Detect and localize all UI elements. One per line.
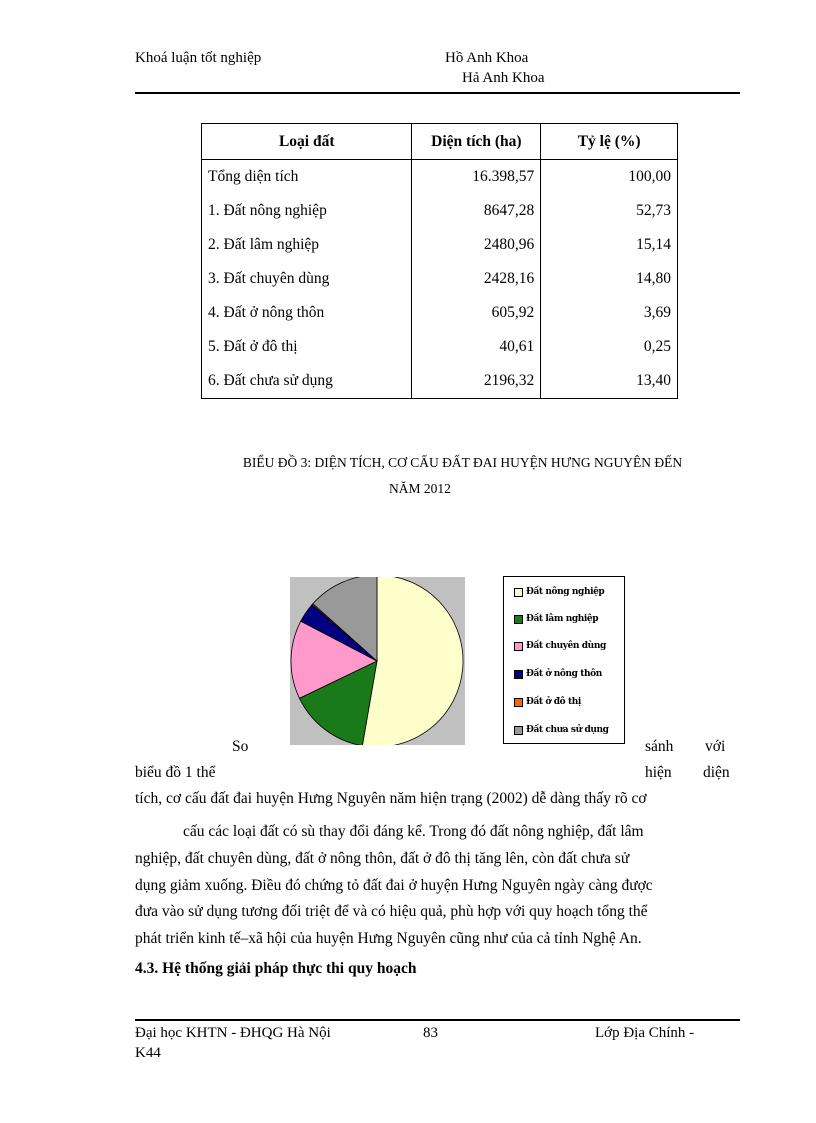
legend-swatch <box>514 588 523 597</box>
col-header-type: Loại đất <box>202 124 412 160</box>
word-so: So <box>232 738 249 755</box>
row-pct: 14,80 <box>541 262 678 296</box>
word-hien: hiện <box>645 764 672 781</box>
legend-swatch <box>514 670 523 679</box>
body-line: phát triển kinh tế–xã hội của huyện Hưng Nguyên cũng như của cả tỉnh Nghệ An. <box>135 930 642 947</box>
row-pct: 13,40 <box>541 364 678 399</box>
legend-label: Đất nông nghiệp <box>526 587 605 597</box>
chart-legend <box>503 576 625 744</box>
row-area: 16.398,57 <box>412 160 541 195</box>
chart-title: BIỂU ĐỒ 3: DIỆN TÍCH, CƠ CẤU ĐẤT ĐAI HUYỆN HƯNG NGUYÊN ĐẾN <box>242 455 683 470</box>
row-name: 5. Đất ở đô thị <box>202 330 412 364</box>
body-line: nghiệp, đất chuyên dùng, đất ở nông thôn, đất ở đô thị tăng lên, còn đất chưa sử <box>135 850 630 867</box>
legend-label: Đất lâm nghiệp <box>526 614 599 624</box>
row-pct: 52,73 <box>541 194 678 228</box>
row-name: 4. Đất ở nông thôn <box>202 296 412 330</box>
table-row <box>202 160 678 195</box>
row-area: 2480,96 <box>412 228 541 262</box>
table-row <box>202 364 678 399</box>
pie-chart-area <box>290 577 465 745</box>
table-row <box>202 228 678 262</box>
body-line: tích, cơ cấu đất đai huyện Hưng Nguyên năm hiện trạng (2002) dễ dàng thấy rõ cơ <box>135 790 647 807</box>
row-pct: 3,69 <box>541 296 678 330</box>
legend-label: Đất ở nông thôn <box>526 669 602 679</box>
word-voi: với <box>705 738 726 755</box>
section-heading: 4.3. Hệ thống giải pháp thực thi quy hoạch <box>135 960 417 977</box>
header-author: Hồ Anh Khoa <box>445 50 529 66</box>
legend-swatch <box>514 726 523 735</box>
row-area: 2428,16 <box>412 262 541 296</box>
legend-item <box>514 696 581 708</box>
body-line: dụng giảm xuống. Điều đó chứng tỏ đất đai ở huyện Hưng Nguyên ngày càng được <box>135 877 653 894</box>
legend-label: Đất ở đô thị <box>526 697 581 707</box>
chart-title-line-2: NĂM 2012 <box>389 481 451 496</box>
row-name: 2. Đất lâm nghiệp <box>202 228 412 262</box>
legend-swatch <box>514 642 523 651</box>
page-number: 83 <box>423 1025 438 1041</box>
legend-item <box>514 640 606 652</box>
row-area: 2196,32 <box>412 364 541 399</box>
footer-rule <box>135 1019 740 1021</box>
footer-university: Đại học KHTN - ĐHQG Hà Nội <box>135 1025 331 1041</box>
header-rule <box>135 92 740 94</box>
legend-item <box>514 613 598 625</box>
body-line: cấu các loại đất có sù thay đổi đáng kể. Trong đó đất nông nghiệp, đất lâm <box>183 823 644 840</box>
legend-swatch <box>514 615 523 624</box>
legend-label: Đất chuyên dùng <box>526 641 606 651</box>
table-row <box>202 262 678 296</box>
header-author-2: Hả Anh Khoa <box>462 70 545 86</box>
legend-swatch <box>514 698 523 707</box>
row-pct: 100,00 <box>541 160 678 195</box>
row-area: 8647,28 <box>412 194 541 228</box>
row-name: Tổng diện tích <box>202 160 412 195</box>
row-pct: 15,14 <box>541 228 678 262</box>
row-area: 40,61 <box>412 330 541 364</box>
table-row <box>202 296 678 330</box>
header-left: Khoá luận tốt nghiệp <box>135 50 262 66</box>
col-header-pct: Tỷ lệ (%) <box>541 124 678 160</box>
land-use-table <box>201 123 678 399</box>
word-sanh: sánh <box>645 738 674 755</box>
body-line: đưa vào sử dụng tương đối triệt để và có hiệu quả, phù hợp với quy hoạch tổng thể <box>135 903 648 920</box>
footer-class: Lớp Địa Chính - <box>595 1025 695 1041</box>
table-row <box>202 330 678 364</box>
table-header-row <box>202 124 678 160</box>
legend-item <box>514 724 609 736</box>
row-pct: 0,25 <box>541 330 678 364</box>
word-bieu-do: biểu đồ 1 thể <box>135 764 216 781</box>
row-name: 3. Đất chuyên dùng <box>202 262 412 296</box>
table-row <box>202 194 678 228</box>
row-name: 1. Đất nông nghiệp <box>202 194 412 228</box>
row-area: 605,92 <box>412 296 541 330</box>
legend-item <box>514 668 602 680</box>
col-header-area: Diện tích (ha) <box>412 124 541 160</box>
legend-item <box>514 586 604 598</box>
footer-university-2: K44 <box>135 1045 161 1061</box>
pie-chart <box>290 577 465 745</box>
row-name: 6. Đất chưa sử dụng <box>202 364 412 399</box>
word-dien: diện <box>703 764 730 781</box>
legend-label: Đất chưa sử dụng <box>526 725 609 735</box>
